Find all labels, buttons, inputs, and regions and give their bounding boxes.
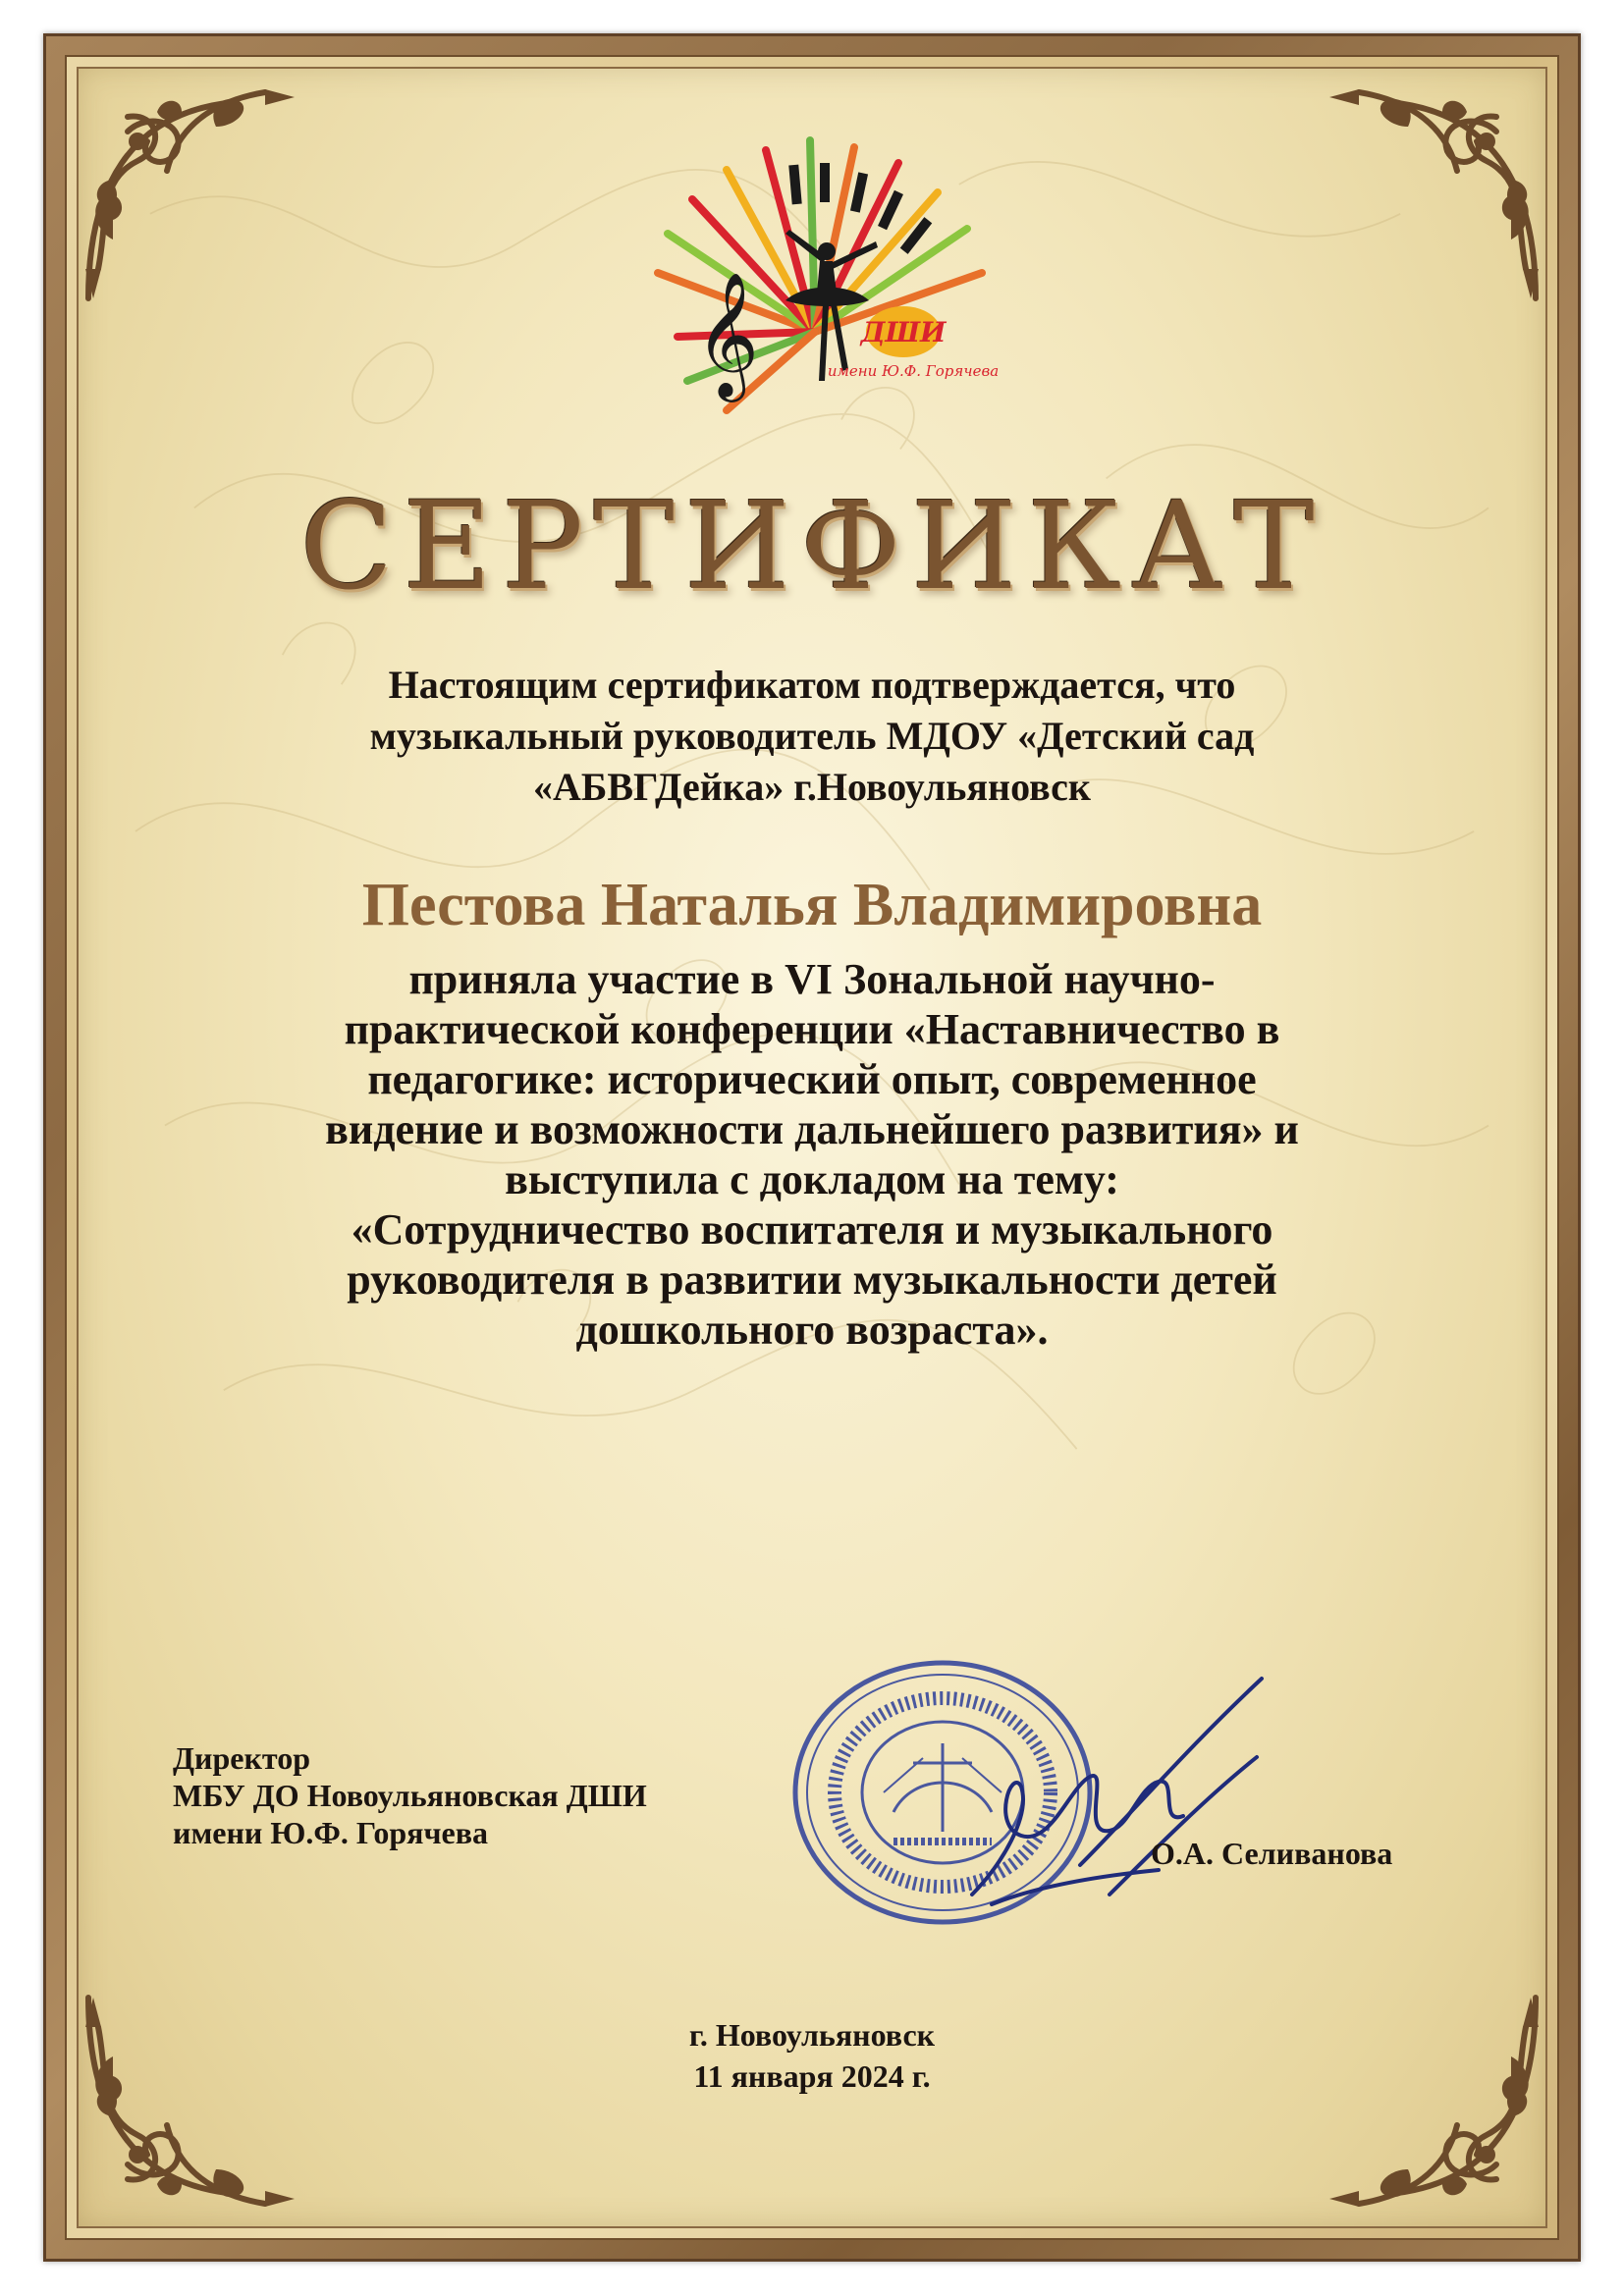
corner-ornament-icon [69,73,314,318]
footer-city: г. Новоульяновск [688,2017,936,2053]
intro-text [0,660,1624,813]
body-line: руководителя в развитии музыкальности детей [347,1255,1277,1304]
footer-date: 11 января 2024 г. [693,2058,931,2094]
director-line: имени Ю.Ф. Горячева [173,1815,489,1850]
svg-text:𝄞: 𝄞 [695,271,760,397]
body-line: педагогике: исторический опыт, современное [367,1055,1257,1103]
intro-line: музыкальный руководитель МДОУ «Детский сад [369,714,1255,758]
svg-text:ДШИ: ДШИ [860,316,947,348]
body-line: практической конференции «Наставничество в [344,1005,1280,1053]
corner-ornament-icon [1310,73,1555,318]
body-line: приняла участие в VI Зональной научно- [408,955,1216,1003]
footer [0,2014,1624,2097]
body-line: дошкольного возраста». [575,1306,1049,1354]
recipient-name: Пестова Наталья Владимировна [361,872,1263,938]
certificate-title: СЕРТИФИКАТ [299,476,1325,617]
signer-name: О.А. Селиванова [1151,1836,1393,1871]
body-line: выступила с докладом на тему: [505,1155,1119,1203]
director-block [173,1739,647,1851]
handwritten-signature-icon [962,1669,1296,1944]
body-line: видение и возможности дальнейшего развития» и [325,1105,1299,1153]
director-line: МБУ ДО Новоульяновская ДШИ [173,1778,647,1813]
school-logo-icon [619,126,1011,440]
body-line: «Сотрудничество воспитателя и музыкального [351,1205,1273,1254]
intro-line: «АБВГДейка» г.Новоульяновск [533,765,1091,809]
intro-line: Настоящим сертификатом подтверждается, что [388,663,1236,707]
director-line: Директор [173,1740,310,1776]
svg-text:имени Ю.Ф. Горячева: имени Ю.Ф. Горячева [827,362,1000,380]
body-text [0,954,1624,1355]
